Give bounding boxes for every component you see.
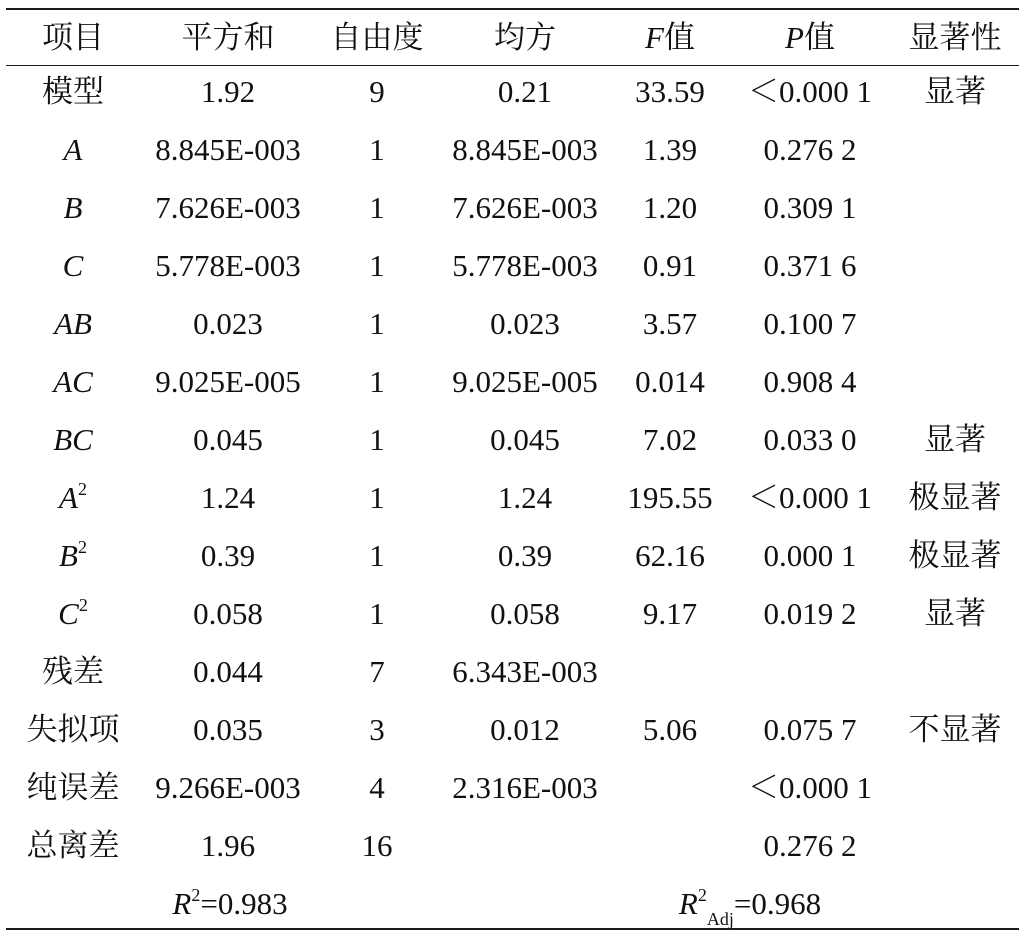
- header-p-letter: P: [785, 20, 804, 55]
- cell-mean-square: 2.316E-003: [452, 770, 598, 805]
- header-p-suffix: 值: [803, 20, 835, 55]
- header-f-letter: F: [645, 20, 664, 55]
- cell-significance: [895, 652, 1015, 692]
- cell-p-value: [735, 652, 885, 692]
- cell-f-value: 0.014: [635, 364, 705, 399]
- cell-significance: [895, 362, 1015, 402]
- cell-sum-of-squares: 5.778E-003: [155, 248, 301, 283]
- cell-p-value: 0.908 4: [763, 364, 857, 399]
- cell-item: [8, 652, 138, 692]
- adjusted-r-squared-exponent: 2: [697, 884, 707, 905]
- cell-p-value: ＜0.000 1: [748, 74, 872, 109]
- cell-significance: 极显著: [908, 480, 1002, 515]
- cell-mean-square: 0.012: [490, 712, 560, 747]
- cell-sum-of-squares: 1.96: [200, 828, 256, 863]
- adjusted-r-squared-subscript: Adj: [706, 909, 734, 930]
- cell-significance: [895, 304, 1015, 344]
- item-label: B: [59, 538, 78, 573]
- cell-sum-of-squares: 0.044: [193, 654, 263, 689]
- cell-mean-square: 5.778E-003: [452, 248, 598, 283]
- cell-significance: [895, 246, 1015, 286]
- item-label: 失拟项: [26, 712, 120, 747]
- item-label: A: [63, 132, 83, 167]
- cell-significance: [895, 768, 1015, 808]
- cell-significance: 显著: [924, 422, 986, 457]
- cell-sum-of-squares: 7.626E-003: [155, 190, 301, 225]
- item-exponent: 2: [77, 478, 87, 499]
- cell-mean-square: 0.045: [490, 422, 560, 457]
- cell-degrees-of-freedom: 7: [369, 654, 385, 689]
- adjusted-r-squared-value: =0.968: [733, 886, 822, 921]
- item-exponent: 2: [78, 594, 88, 615]
- cell-significance: 显著: [924, 596, 986, 631]
- cell-sum-of-squares: 0.058: [193, 596, 263, 631]
- cell-degrees-of-freedom: 3: [369, 712, 385, 747]
- cell-item: [8, 72, 138, 112]
- r-squared: [150, 884, 310, 924]
- cell-p-value: ＜0.000 1: [748, 480, 872, 515]
- cell-sum-of-squares: 0.035: [193, 712, 263, 747]
- cell-sum-of-squares: 0.023: [193, 306, 263, 341]
- cell-mean-square: [440, 826, 610, 866]
- r-squared-letter: R: [172, 886, 192, 921]
- item-label: C: [62, 248, 84, 283]
- cell-significance: [895, 188, 1015, 228]
- cell-mean-square: 0.21: [497, 74, 553, 109]
- cell-p-value: 0.371 6: [763, 248, 857, 283]
- header-mean-square: 均方: [494, 20, 556, 55]
- cell-degrees-of-freedom: 1: [369, 596, 385, 631]
- cell-f-value: 0.91: [642, 248, 698, 283]
- item-label: AC: [53, 364, 93, 399]
- item-label: 纯误差: [26, 770, 120, 805]
- cell-item: [8, 304, 138, 344]
- header-p-value: [735, 18, 885, 58]
- cell-significance: [895, 130, 1015, 170]
- cell-item: [8, 710, 138, 750]
- cell-f-value: 9.17: [642, 596, 698, 631]
- cell-f-value: 1.39: [642, 132, 698, 167]
- cell-p-value: ＜0.000 1: [748, 770, 872, 805]
- cell-f-value: 7.02: [642, 422, 698, 457]
- cell-significance: [895, 826, 1015, 866]
- cell-f-value: 1.20: [642, 190, 698, 225]
- r-squared-exponent: 2: [191, 884, 201, 905]
- cell-f-value: [615, 652, 725, 692]
- cell-degrees-of-freedom: 1: [369, 422, 385, 457]
- adjusted-r-squared: [650, 884, 850, 930]
- cell-item: [8, 594, 138, 634]
- item-exponent: 2: [77, 536, 87, 557]
- item-label: 模型: [42, 74, 104, 109]
- cell-mean-square: 8.845E-003: [452, 132, 598, 167]
- cell-degrees-of-freedom: 1: [369, 132, 385, 167]
- cell-sum-of-squares: 9.025E-005: [155, 364, 301, 399]
- cell-degrees-of-freedom: 16: [361, 828, 393, 863]
- header-sum-of-squares: 平方和: [181, 20, 275, 55]
- item-label: BC: [53, 422, 93, 457]
- cell-mean-square: 9.025E-005: [452, 364, 598, 399]
- cell-item: [8, 826, 138, 866]
- cell-f-value: [615, 826, 725, 866]
- cell-f-value: 5.06: [642, 712, 698, 747]
- r-squared-value: =0.983: [200, 886, 288, 921]
- cell-p-value: 0.276 2: [763, 132, 857, 167]
- header-degrees-of-freedom: 自由度: [330, 20, 424, 55]
- cell-significance: 不显著: [908, 712, 1002, 747]
- header-f-value: [615, 18, 725, 58]
- adjusted-r-squared-letter: R: [678, 886, 698, 921]
- cell-item: [8, 246, 138, 286]
- cell-p-value: 0.019 2: [763, 596, 857, 631]
- cell-mean-square: 6.343E-003: [452, 654, 598, 689]
- item-label: 总离差: [26, 828, 120, 863]
- cell-f-value: [615, 768, 725, 808]
- item-label: AB: [54, 306, 92, 341]
- cell-p-value: 0.276 2: [763, 828, 857, 863]
- cell-p-value: 0.000 1: [763, 538, 857, 573]
- header-f-suffix: 值: [663, 20, 695, 55]
- cell-mean-square: 0.39: [497, 538, 553, 573]
- cell-sum-of-squares: 0.045: [193, 422, 263, 457]
- cell-significance: 显著: [924, 74, 986, 109]
- cell-sum-of-squares: 0.39: [200, 538, 256, 573]
- header-significance: 显著性: [908, 20, 1002, 55]
- cell-f-value: 33.59: [635, 74, 705, 109]
- cell-item: [8, 130, 138, 170]
- item-label: A: [59, 480, 78, 515]
- cell-item: [8, 478, 138, 518]
- cell-sum-of-squares: 8.845E-003: [155, 132, 301, 167]
- item-label: C: [58, 596, 79, 631]
- cell-item: [8, 536, 138, 576]
- cell-mean-square: 1.24: [497, 480, 553, 515]
- cell-p-value: 0.075 7: [763, 712, 857, 747]
- cell-degrees-of-freedom: 1: [369, 306, 385, 341]
- cell-degrees-of-freedom: 1: [369, 480, 385, 515]
- cell-sum-of-squares: 1.24: [200, 480, 256, 515]
- cell-significance: 极显著: [908, 538, 1002, 573]
- cell-mean-square: 0.058: [490, 596, 560, 631]
- cell-item: [8, 362, 138, 402]
- item-label: 残差: [42, 654, 104, 689]
- item-label: B: [63, 190, 83, 225]
- cell-mean-square: 7.626E-003: [452, 190, 598, 225]
- header-item: 项目: [42, 20, 104, 55]
- cell-degrees-of-freedom: 1: [369, 364, 385, 399]
- cell-degrees-of-freedom: 9: [369, 74, 385, 109]
- cell-mean-square: 0.023: [490, 306, 560, 341]
- cell-degrees-of-freedom: 1: [369, 190, 385, 225]
- cell-item: [8, 188, 138, 228]
- cell-item: [8, 420, 138, 460]
- cell-sum-of-squares: 1.92: [200, 74, 256, 109]
- cell-degrees-of-freedom: 1: [369, 538, 385, 573]
- cell-f-value: 62.16: [635, 538, 705, 573]
- cell-p-value: 0.309 1: [763, 190, 857, 225]
- cell-item: [8, 768, 138, 808]
- cell-sum-of-squares: 9.266E-003: [155, 770, 301, 805]
- cell-degrees-of-freedom: 4: [369, 770, 385, 805]
- cell-p-value: 0.033 0: [763, 422, 857, 457]
- cell-f-value: 195.55: [627, 480, 713, 515]
- cell-p-value: 0.100 7: [763, 306, 857, 341]
- cell-f-value: 3.57: [642, 306, 698, 341]
- cell-degrees-of-freedom: 1: [369, 248, 385, 283]
